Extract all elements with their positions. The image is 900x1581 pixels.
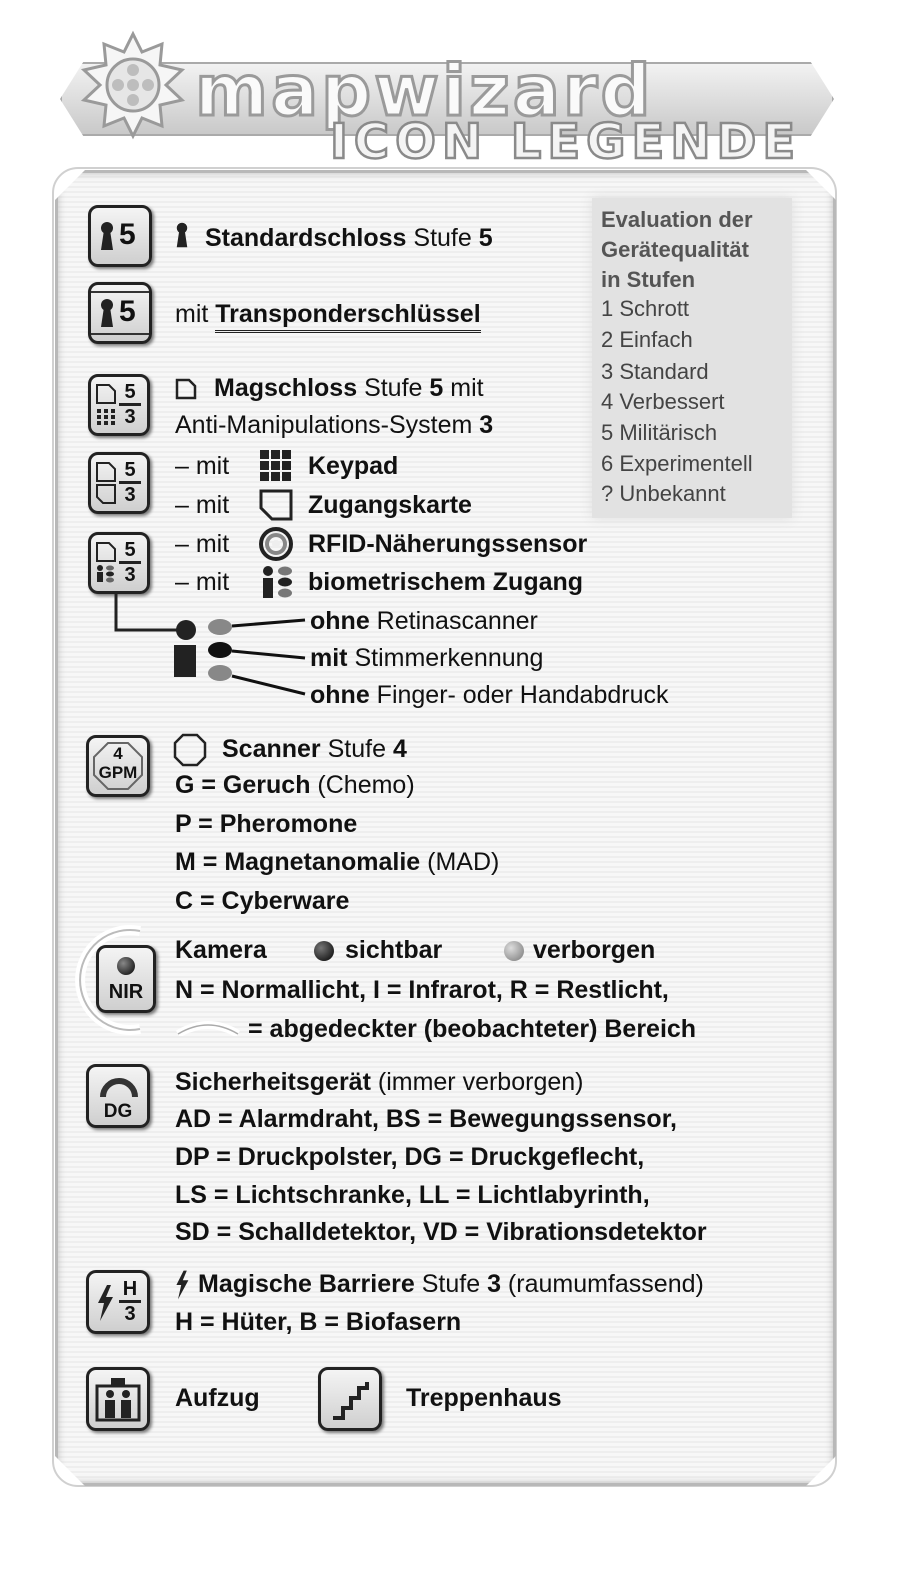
scanner-type-line [175,769,415,801]
visible-label: sichtbar [345,936,443,964]
transponder-level-digit: 5 [119,295,136,328]
scanner-type: G = Geruch [175,771,311,799]
maglock-line [214,372,484,404]
maglock-fraction [119,540,141,585]
scanner-type: M = Magnetanomalie [175,848,421,876]
transponder-lock-icon [88,282,152,344]
bio-text: Retinascanner [376,607,538,635]
scanner-icon [86,735,150,797]
magic-barrier-icon [86,1270,150,1334]
barrier-name: Magische Barriere [198,1270,415,1298]
evaluation-level: 3 Standard [601,359,709,384]
gear-logo-icon [78,30,188,140]
security-name: Sicherheitsgerät [175,1068,371,1096]
keypad-icon [258,448,294,484]
lock-level: 5 [478,224,493,252]
fraction-top: 5 [124,459,136,481]
scanner-line [222,733,407,765]
biometric-label: biometrischem Zugang [308,568,584,596]
barrier-title-line [198,1268,704,1300]
fraction-top: H [122,1278,138,1300]
camera-modes-line: N = Normallicht, I = Infrarot, R = Restlicht, [175,976,669,1004]
evaluation-level: 6 Experimentell [601,451,753,476]
camera-icon [96,945,156,1013]
security-device-icon [86,1064,150,1128]
barrier-fraction [119,1279,141,1324]
ams-level: 3 [479,411,494,439]
security-code-line: DP = Druckpolster, DG = Druckgeflecht, [175,1143,645,1171]
transponder-prefix: mit [175,300,209,328]
barrier-types-line: H = Hüter, B = Biofasern [175,1308,462,1336]
standard-lock-line [205,222,493,254]
fraction-top: 5 [124,381,136,403]
scanner-level: 4 [392,735,407,763]
maglock-fraction [119,382,141,427]
maglock-mit: mit [450,374,484,402]
barrier-level: 3 [487,1270,501,1298]
security-code-line: LS = Lichtschranke, LL = Lichtlabyrinth, [175,1181,650,1209]
scanner-type: C = Cyberware [175,887,350,915]
evaluation-heading-3: in Stufen [601,267,696,292]
bio-retina-line [310,605,538,637]
bio-text: Finger- oder Handabdruck [376,681,669,709]
security-icon-code: DG [103,1101,133,1122]
lightning-icon [95,1285,115,1321]
elevator-label: Aufzug [175,1384,260,1412]
scanner-type-note: (MAD) [427,848,500,876]
ams-line [175,409,493,441]
maglock-keypad-icon [88,374,150,436]
mag-option-rfid [175,528,229,560]
security-code-line: AD = Alarmdraht, BS = Bewegungssensor, [175,1105,677,1133]
stufe-word: Stufe [413,224,472,252]
scanner-icon-code: GPM [98,763,138,782]
transponder-line [175,298,481,330]
maglock-bio-icon [88,532,150,594]
coverage-arc-icon [174,1014,242,1036]
evaluation-level: ? Unbekannt [601,481,726,506]
hidden-camera-icon [504,941,524,961]
scanner-name: Scanner [222,735,321,763]
access-card-label: Zugangskarte [308,491,472,519]
barrier-note: (raumumfassend) [507,1270,704,1298]
security-title-line [175,1066,583,1098]
visible-camera-icon [314,941,334,961]
maglock-fraction [119,460,141,505]
elevator-glyph [95,1376,141,1422]
scanner-octagon-icon [173,733,207,767]
fraction-bottom: 3 [124,484,136,506]
bio-text: Stimmerkennung [354,644,544,672]
camera-icon-code: NIR [108,981,144,1003]
stufe-word: Stufe [327,735,386,763]
bio-card-icon [95,541,117,585]
bio-finger-line [310,679,669,711]
access-card-icon [258,488,294,522]
coverage-label: = abgedeckter (beobachteter) Bereich [248,1015,697,1043]
bio-voice-line [310,642,543,674]
fraction-bottom: 3 [124,406,136,428]
transponder-name: Transponderschlüssel [215,300,480,333]
rfid-icon [258,526,294,562]
page-title: ICON LEGENDE [330,114,802,170]
evaluation-heading-2: Gerätequalität [601,237,749,262]
scanner-type-line [175,808,357,840]
keyhole-icon [99,220,115,252]
stairs-glyph [329,1378,373,1422]
card-keypad-icon [95,383,117,427]
option-prefix: – mit [175,452,230,480]
fraction-bottom: 3 [124,564,136,586]
standard-lock-name: Standardschloss [205,224,407,252]
bio-qualifier: ohne [310,681,370,709]
option-prefix: – mit [175,568,230,596]
camera-title: Kamera [175,936,267,964]
security-note: (immer verborgen) [377,1068,584,1096]
bio-qualifier: ohne [310,607,370,635]
hidden-label: verborgen [533,936,656,964]
scanner-type-note: (Chemo) [317,771,415,799]
lightning-icon [174,1270,190,1300]
elevator-icon [86,1367,150,1431]
lock-level-digit: 5 [119,218,136,251]
brand-logo-text: mapwizard [195,50,654,132]
option-prefix: – mit [175,491,230,519]
rfid-label: RFID-Näherungssensor [308,530,588,558]
standard-lock-icon [88,205,152,267]
mag-option-card [175,489,229,521]
keypad-label: Keypad [308,452,399,480]
stufe-word: Stufe [421,1270,481,1298]
bio-qualifier: mit [310,644,348,672]
maglock-icon [175,378,197,400]
ams-label: Anti-Manipulations-System [175,411,473,439]
evaluation-level: 2 Einfach [601,327,693,352]
arch-icon [99,1073,139,1099]
fraction-top: 5 [124,539,136,561]
keyhole-icon [99,297,115,329]
fraction-bottom: 3 [124,1303,136,1325]
mag-option-keypad [175,450,229,482]
biometric-diagram [100,590,320,705]
stairs-icon [318,1367,382,1431]
scanner-type-line [175,846,499,878]
maglock-card-icon [88,452,150,514]
stufe-word: Stufe [364,374,423,402]
evaluation-level: 1 Schrott [601,296,690,321]
maglock-name: Magschloss [214,374,358,402]
keyhole-icon [175,221,189,249]
evaluation-level: 4 Verbessert [601,389,725,414]
scanner-icon-num: 4 [113,744,123,763]
card-icon [95,461,117,505]
evaluation-level: 5 Militärisch [601,420,718,445]
option-prefix: – mit [175,530,230,558]
stairs-label: Treppenhaus [406,1384,562,1412]
maglock-level: 5 [429,374,444,402]
scanner-type-line [175,885,349,917]
security-code-line: SD = Schalldetektor, VD = Vibrationsdetektor [175,1218,707,1246]
scanner-type: P = Pheromone [175,810,358,838]
evaluation-heading-1: Evaluation der [601,207,753,232]
